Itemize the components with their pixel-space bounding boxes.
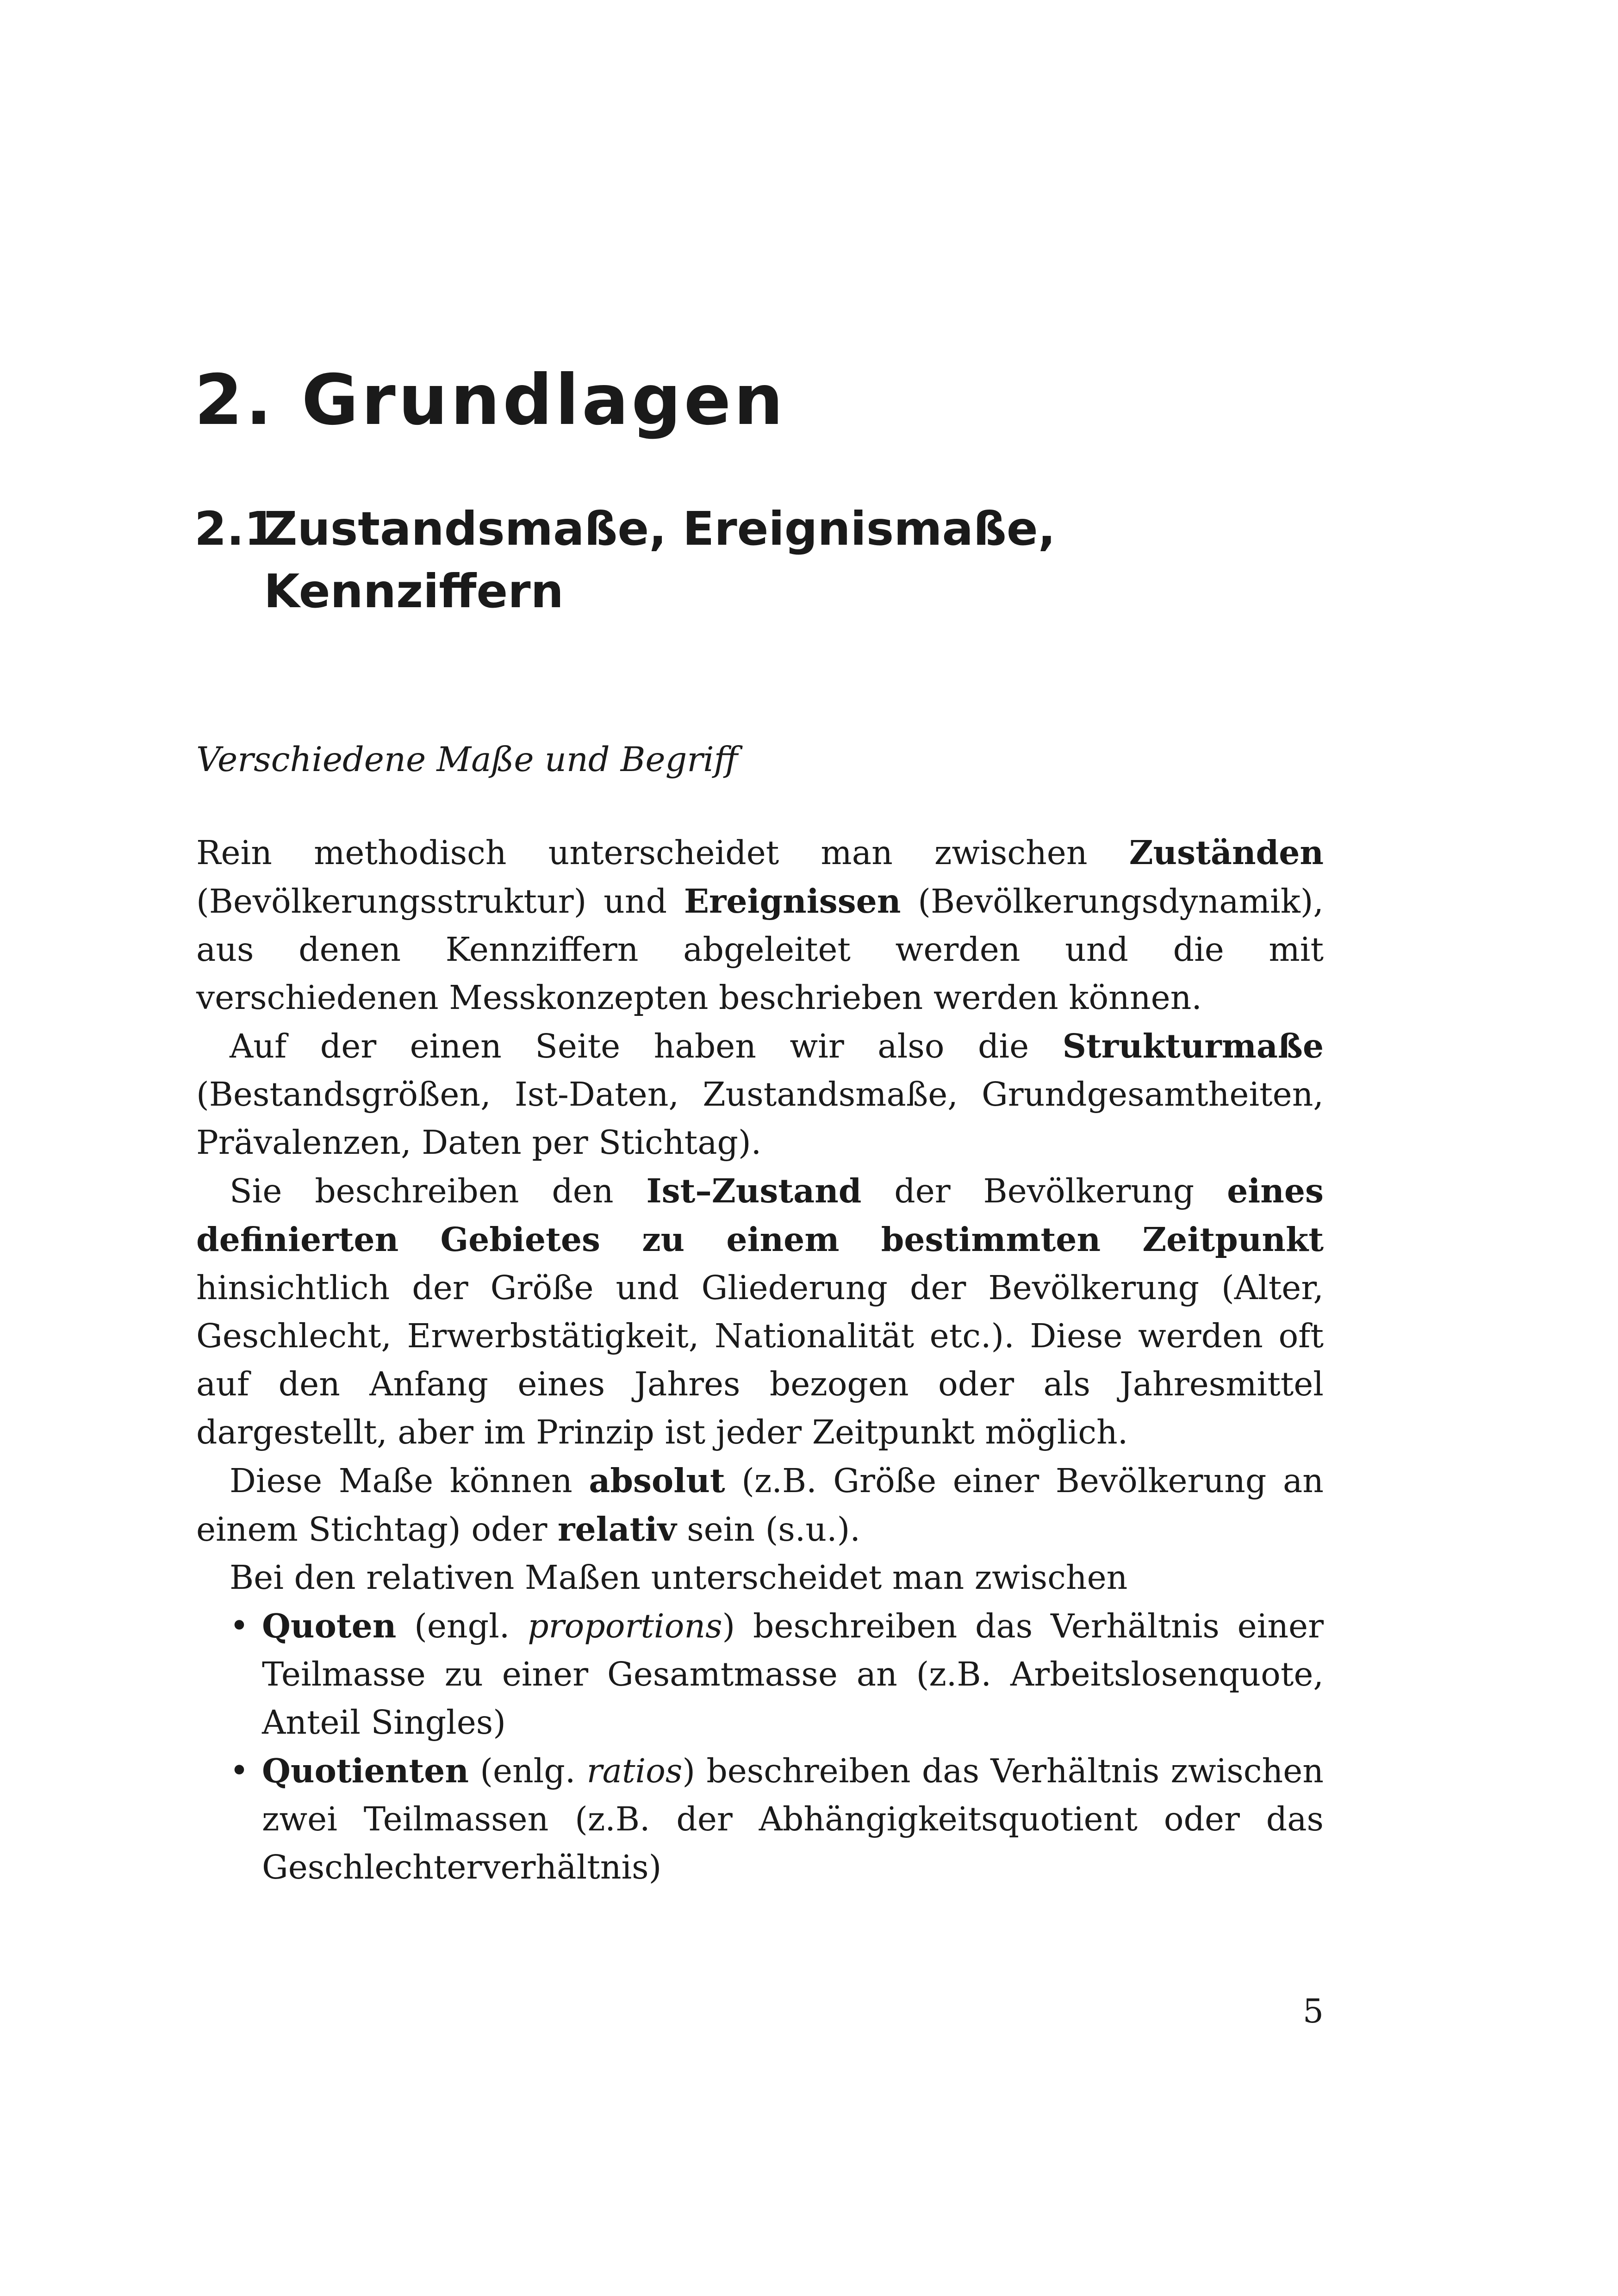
paragraph-2 <box>196 1022 1324 1167</box>
text: (Bevölkerungsdynamik), aus denen Kennziffern abgeleitet werden und die mit verschiedenen Messkonzepten beschrieben werden können. <box>196 882 1324 1017</box>
bullet-icon: • <box>230 1606 249 1645</box>
term-quotienten: Quotienten <box>262 1751 469 1790</box>
section-title-line2: Kennziffern <box>264 564 564 618</box>
text: (Bestandsgrößen, Ist-Daten, Zustandsmaße, Grundgesamtheiten, Prävalenzen, Daten per Stichtag). <box>196 1075 1324 1162</box>
list-item <box>196 1602 1324 1747</box>
section-title <box>194 498 1056 622</box>
text: Rein methodisch unterscheidet man zwischen <box>196 834 1129 872</box>
text: (Bevölkerungsstruktur) und <box>196 882 684 921</box>
subheading: Verschiedene Maße und Begriff <box>196 740 738 779</box>
term-proportions: proportions <box>528 1607 722 1645</box>
page-number: 5 <box>1302 1992 1324 2030</box>
text: (z.B. Größe einer Bevölkerung an einem Stichtag) oder <box>196 1462 1324 1549</box>
bullet-list <box>196 1602 1324 1892</box>
term-ratios: ratios <box>586 1752 683 1790</box>
section-title-line1: Zustandsmaße, Ereignismaße, <box>264 502 1056 556</box>
term-strukturmasse: Strukturmaße <box>1062 1027 1324 1065</box>
chapter-title: 2. Grundlagen <box>194 360 786 441</box>
term-relativ: relativ <box>558 1510 677 1549</box>
text: (engl. <box>396 1607 528 1645</box>
bullet-icon: • <box>230 1751 249 1790</box>
term-absolut: absolut <box>589 1461 725 1500</box>
paragraph-3 <box>196 1167 1324 1456</box>
term-gebiet-zeitpunkt: eines definierten Gebietes zu einem bestimmten Zeitpunkt <box>196 1171 1324 1259</box>
term-quoten: Quoten <box>262 1606 397 1645</box>
paragraph-4 <box>196 1456 1324 1554</box>
paragraph-1 <box>196 828 1324 1022</box>
text: der Bevölkerung <box>861 1172 1227 1210</box>
text: hinsichtlich der Größe und Gliederung der Bevölkerung (Alter, Geschlecht, Erwerbstätigkeit, Nationalität etc.). Diese werden oft auf den Anfang eines Jahres bezogen oder als Jahresmittel dargestellt, aber im Prinzip ist jeder Zeitpunkt möglich. <box>196 1269 1324 1451</box>
text: ) beschreiben das Verhältnis einer Teilmasse zu einer Gesamtmasse an (z.B. Arbeitslosenquote, Anteil Singles) <box>262 1607 1324 1742</box>
text: sein (s.u.). <box>676 1510 860 1549</box>
text: Sie beschreiben den <box>230 1172 647 1210</box>
text: Auf der einen Seite haben wir also die <box>230 1027 1063 1065</box>
paragraph-5 <box>196 1554 1324 1602</box>
term-ist-zustand: Ist–Zustand <box>646 1171 862 1210</box>
text: Diese Maße können <box>230 1462 589 1500</box>
text: ) beschreiben das Verhältnis zwischen zwei Teilmassen (z.B. der Abhängigkeitsquotient oder das Geschlechterverhältnis) <box>262 1752 1324 1886</box>
list-item <box>196 1747 1324 1892</box>
term-zustaende: Zuständen <box>1129 833 1324 872</box>
section-number: 2.1 <box>194 502 277 556</box>
body-text <box>196 828 1324 1892</box>
term-ereignisse: Ereignissen <box>684 882 901 921</box>
text: Bei den relativen Maßen unterscheidet man zwischen <box>230 1558 1128 1597</box>
text: (enlg. <box>468 1752 587 1790</box>
